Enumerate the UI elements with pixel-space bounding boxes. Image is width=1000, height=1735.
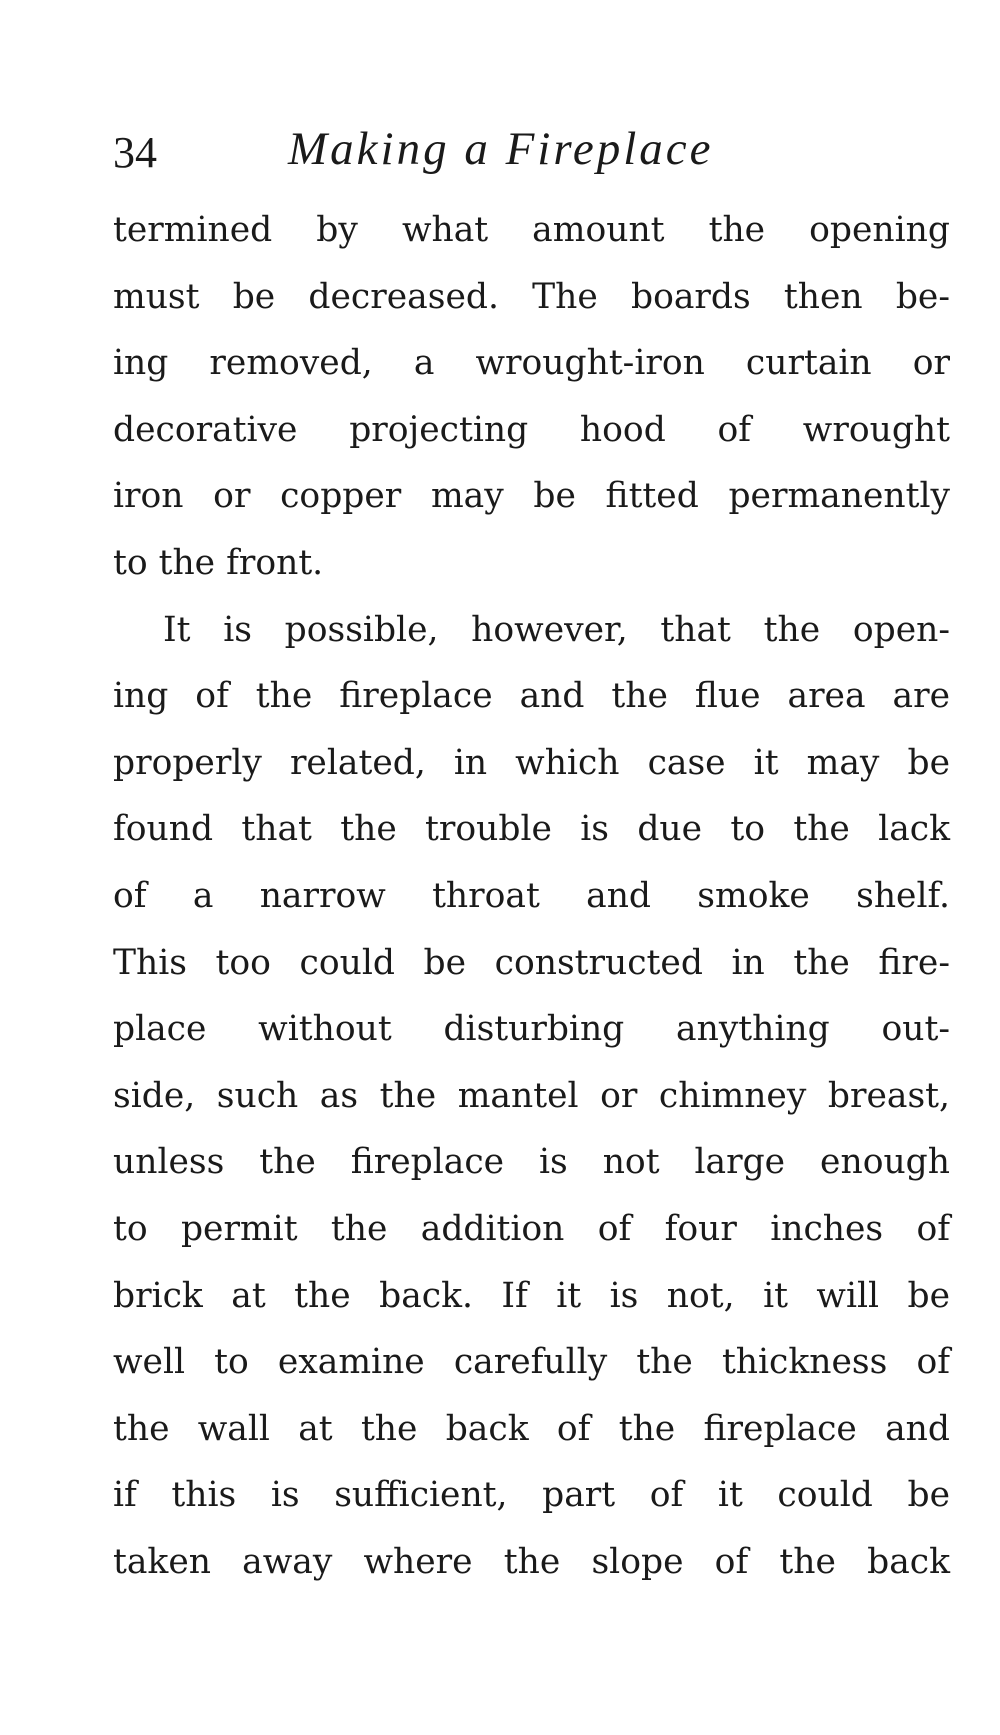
text-line: place without disturbing anything out- bbox=[113, 1009, 950, 1050]
body-text bbox=[113, 205, 950, 1603]
page-header bbox=[113, 123, 948, 188]
text-line: iron or copper may be fitted permanently bbox=[113, 476, 950, 517]
text-line: unless the fireplace is not large enough bbox=[113, 1142, 950, 1183]
text-line: of a narrow throat and smoke shelf. bbox=[113, 875, 950, 916]
text-line: ing removed, a wrought-iron curtain or bbox=[113, 343, 950, 384]
text-line: decorative projecting hood of wrought bbox=[113, 409, 950, 450]
text-line: side, such as the mantel or chimney breast, bbox=[113, 1075, 950, 1116]
text-line: properly related, in which case it may be bbox=[113, 742, 950, 783]
paragraph-1 bbox=[113, 205, 950, 605]
text-line: brick at the back. If it is not, it will be bbox=[113, 1275, 950, 1316]
page-number: 34 bbox=[113, 128, 157, 177]
text-line: the wall at the back of the fireplace and bbox=[113, 1408, 950, 1449]
text-line: must be decreased. The boards then be- bbox=[113, 276, 950, 317]
text-line: if this is sufficient, part of it could be bbox=[113, 1475, 950, 1516]
text-line: termined by what amount the opening bbox=[113, 210, 950, 250]
text-line: This too could be constructed in the fire- bbox=[113, 942, 950, 983]
running-title: Making a Fireplace bbox=[288, 123, 714, 175]
text-line: It is possible, however, that the open- bbox=[163, 609, 950, 650]
text-line: found that the trouble is due to the lack bbox=[113, 809, 950, 850]
text-line: to permit the addition of four inches of bbox=[113, 1208, 950, 1249]
text-line: well to examine carefully the thickness of bbox=[113, 1342, 950, 1383]
paragraph-2 bbox=[113, 605, 950, 1604]
text-line: to the front. bbox=[113, 542, 324, 583]
text-line: taken away where the slope of the back bbox=[113, 1541, 950, 1582]
text-line: ing of the fireplace and the flue area are bbox=[113, 676, 950, 717]
